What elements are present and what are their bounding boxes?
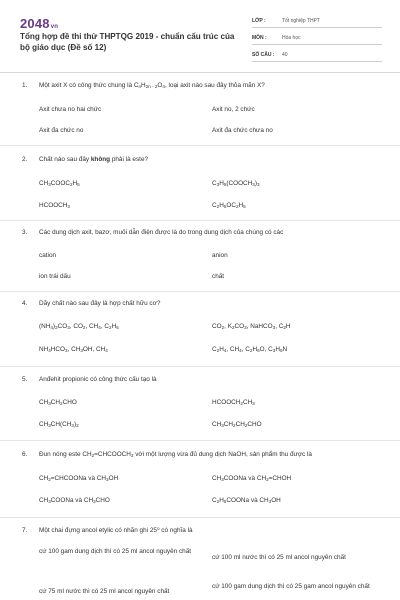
option-a[interactable]: cứ 100 gam dung dịch thì có 25 ml ancol nguyên chất [39,548,192,555]
option-b[interactable]: $HCOOCH_2CH_3$ [212,399,255,406]
option-b[interactable]: $CH_3COONa$ và $CH_2=CHOH$ [212,475,292,482]
question-number: 1. [22,82,28,89]
brand-name: 2048 [20,16,50,31]
option-c[interactable]: Axit đa chức no [39,127,84,134]
option-b[interactable]: anion [212,252,228,259]
meta-class-row [252,15,382,28]
question-stem [22,228,382,237]
option-d[interactable]: $CH_3CH_2CH_2CHO$ [212,421,262,428]
question-number: 2. [22,156,28,163]
question-number: 5. [22,376,28,383]
option-d[interactable]: $C_2H_5COONa$ và $CH_3OH$ [212,497,281,504]
option-a[interactable]: Axit chưa no hai chức [39,106,102,113]
stem-text: Anđehit propionic có công thức cấu tạo là [39,376,157,383]
meta-count-row [252,49,382,62]
option-a[interactable]: $CH_3COOC_2H_5$ [39,180,80,187]
question-divider [0,366,400,367]
option-c[interactable]: ion trái dấu [39,273,71,280]
header [0,0,400,68]
meta-class-label: LỚP : [252,18,266,24]
question-divider [0,517,400,518]
option-c[interactable]: $HCOOCH_3$ [39,202,70,209]
exam-title: Tổng hợp đề thi thử THPTQG 2019 - chuẩn cấu trúc của bộ giáo dục (Đề số 12) [20,32,235,52]
stem-text: Chất nào sau đây không phải là este? [39,156,149,163]
option-c[interactable]: cứ 75 ml nước thì có 25 ml ancol nguyên chất [39,588,170,595]
question-number: 7. [22,527,28,534]
meta-count-label: SỐ CÂU : [252,52,275,58]
brand-suffix: vn [50,24,59,30]
stem-text: Đun nóng este $CH_2=CHCOOCH_3$ với một lượng vừa đủ dung dịch NaOH, sản phẩm thu được là [39,451,312,458]
option-b[interactable]: Axit no, 2 chức [212,106,255,113]
option-a[interactable]: $CH_2=CHCOONa$ và $CH_3OH$ [39,475,119,482]
option-b[interactable]: $C_3H_5(COOCH_3)_3$ [212,180,260,187]
question-divider [0,291,400,292]
question-stem [22,299,382,308]
meta-subject-row [252,32,382,45]
stem-text: Một axit X có công thức chung là $C_nH_{2n - 2}O_4$, loại axit nào sau đây thỏa mãn X? [39,82,265,89]
question-number: 4. [22,300,28,307]
question-stem [22,155,382,164]
question-divider [0,440,400,441]
option-c[interactable]: $CH_3CH(CH_3)_2$ [39,421,79,428]
option-d[interactable]: cứ 100 gam dung dịch thì có 25 gam ancol nguyên chất [212,583,370,590]
meta-subject-label: MÔN : [252,35,267,41]
stem-text: Dãy chất nào sau đây là hợp chất hữu cơ? [39,300,161,307]
option-c[interactable]: $CH_3COONa$ và $CH_3CHO$ [39,497,110,504]
option-b[interactable]: cứ 100 ml nước thì có 25 ml ancol nguyên chất [212,554,346,561]
option-d[interactable]: $C_2H_5OC_2H_5$ [212,202,246,209]
option-a[interactable]: $(NH_4)_2CO_3$, $CO_2$, $CH_4$, $C_2H_6$ [39,323,119,330]
option-d[interactable]: $C_2H_4$, $CH_4$, $C_2H_6O$, $C_3H_9N$ [212,346,288,353]
meta-count-value: 40 [282,52,288,58]
option-c[interactable]: $NH_4HCO_3$, $CH_3OH$, $CH_4$ [39,346,108,353]
question-divider [0,220,400,221]
option-b[interactable]: $CO_2$, $K_2CO_3$, NaHCO$_3$, $C_2H$ [212,323,291,330]
question-stem [22,81,382,90]
header-divider [0,72,400,73]
option-a[interactable]: cation [39,252,57,259]
option-d[interactable]: chất [212,273,225,280]
question-stem [22,375,382,384]
stem-text: Một chai đựng ancol etylic có nhãn ghi 25$^o$ có nghĩa là [39,526,193,534]
option-d[interactable]: Axit đa chức chưa no [212,127,273,134]
meta-class-value: Tốt nghiệp THPT [282,18,320,24]
option-a[interactable]: $CH_3CH_2CHO$ [39,399,77,406]
stem-text: Các dung dịch axit, bazơ, muối dẫn điện được là do trong dung dịch của chúng có các [39,229,284,236]
exam-meta [252,15,382,66]
question-number: 6. [22,451,28,458]
brand-logo[interactable] [20,16,58,31]
meta-subject-value: Hóa học [282,35,301,41]
question-stem [22,450,382,459]
question-stem [22,526,382,535]
question-divider [0,145,400,146]
question-number: 3. [22,229,28,236]
